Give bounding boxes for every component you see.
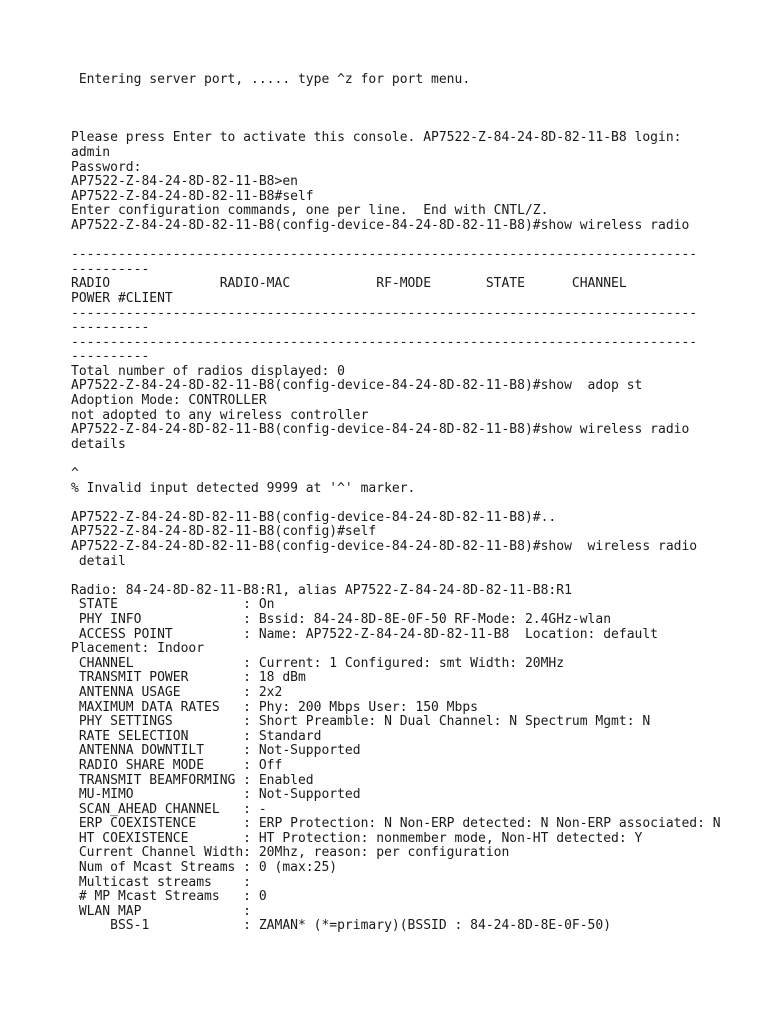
console-line: Password: <box>71 159 142 175</box>
console-line: AP7522-Z-84-24-8D-82-11-B8>en <box>71 174 298 190</box>
console-line: ---------- <box>71 261 150 277</box>
console-line: AP7522-Z-84-24-8D-82-11-B8#self <box>71 188 314 204</box>
console-line: Num of Mcast Streams : 0 (max:25) <box>71 860 338 876</box>
console-line: POWER #CLIENT <box>71 290 173 306</box>
console-line: TRANSMIT POWER : 18 dBm <box>71 670 306 686</box>
console-line: Total number of radios displayed: 0 <box>71 363 345 379</box>
console-line: AP7522-Z-84-24-8D-82-11-B8(config-device-84-24-8D-82-11-B8)#show wireless radio <box>71 539 698 554</box>
console-output <box>71 73 731 934</box>
console-line: MU-MIMO : Not-Supported <box>71 787 361 803</box>
console-line: STATE : On <box>71 597 275 613</box>
console-line: ---------- <box>71 320 150 336</box>
console-line: Current Channel Width: 20Mhz, reason: per configuration <box>71 845 510 861</box>
console-line: not adopted to any wireless controller <box>71 407 369 423</box>
console-line: -------------------------------------------------------------------------------- <box>71 247 698 263</box>
console-line: PHY SETTINGS : Short Preamble: N Dual Channel: N Spectrum Mgmt: N <box>71 714 651 730</box>
console-line: AP7522-Z-84-24-8D-82-11-B8(config-device-84-24-8D-82-11-B8)#.. <box>71 509 557 525</box>
console-line: AP7522-Z-84-24-8D-82-11-B8(config-device-84-24-8D-82-11-B8)#show wireless radio <box>71 217 690 233</box>
console-line: Placement: Indoor <box>71 641 205 657</box>
console-line: ---------- <box>71 349 150 365</box>
console-line: CHANNEL : Current: 1 Configured: smt Width: 20MHz <box>71 655 565 671</box>
console-line: RATE SELECTION : Standard <box>71 728 322 744</box>
console-line: MAXIMUM DATA RATES : Phy: 200 Mbps User: 150 Mbps <box>71 699 478 715</box>
console-line <box>71 88 731 103</box>
console-line: Enter configuration commands, one per line. End with CNTL/Z. <box>71 203 549 219</box>
console-line: ERP COEXISTENCE : ERP Protection: N Non-ERP detected: N Non-ERP associated: N <box>71 816 721 832</box>
console-line: RADIO SHARE MODE : Off <box>71 757 283 773</box>
console-line: HT COEXISTENCE : HT Protection: nonmember mode, Non-HT detected: Y <box>71 830 643 846</box>
console-line <box>71 569 731 584</box>
console-line: -------------------------------------------------------------------------------- <box>71 334 698 350</box>
console-line <box>71 117 731 132</box>
console-line: details <box>71 436 126 452</box>
console-line <box>71 452 731 467</box>
console-line: AP7522-Z-84-24-8D-82-11-B8(config-device-84-24-8D-82-11-B8)#show wireless radio <box>71 422 690 438</box>
console-line: % Invalid input detected 9999 at '^' marker. <box>71 480 416 496</box>
console-line: detail <box>71 553 126 569</box>
console-line: RADIO RADIO-MAC RF-MODE STATE CHANNEL <box>71 276 627 292</box>
console-line: BSS-1 : ZAMAN* (*=primary)(BSSID : 84-24-8D-8E-0F-50) <box>71 918 612 934</box>
console-line: ANTENNA DOWNTILT : Not-Supported <box>71 743 361 759</box>
console-line: ^ <box>71 466 79 482</box>
console-line: Please press Enter to activate this console. AP7522-Z-84-24-8D-82-11-B8 login: <box>71 130 682 146</box>
console-line: ANTENNA USAGE : 2x2 <box>71 684 283 700</box>
console-line: Multicast streams : <box>71 874 252 890</box>
console-line: Adoption Mode: CONTROLLER <box>71 393 267 409</box>
console-line: Radio: 84-24-8D-82-11-B8:R1, alias AP7522-Z-84-24-8D-82-11-B8:R1 <box>71 582 572 598</box>
console-line: AP7522-Z-84-24-8D-82-11-B8(config)#self <box>71 524 377 540</box>
console-line: WLAN MAP : <box>71 903 252 919</box>
console-line: admin <box>71 144 111 160</box>
console-line <box>71 496 731 511</box>
console-line <box>71 234 731 249</box>
console-line: TRANSMIT BEAMFORMING : Enabled <box>71 772 314 788</box>
console-line: Entering server port, ..... type ^z for port menu. <box>71 72 471 87</box>
console-line <box>71 102 731 117</box>
console-line: -------------------------------------------------------------------------------- <box>71 305 698 321</box>
console-line: AP7522-Z-84-24-8D-82-11-B8(config-device-84-24-8D-82-11-B8)#show adop st <box>71 378 643 394</box>
console-line: PHY INFO : Bssid: 84-24-8D-8E-0F-50 RF-Mode: 2.4GHz-wlan <box>71 611 612 627</box>
console-line: SCAN_AHEAD CHANNEL : - <box>71 801 267 817</box>
console-line: # MP Mcast Streams : 0 <box>71 889 267 905</box>
console-line: ACCESS POINT : Name: AP7522-Z-84-24-8D-82-11-B8 Location: default <box>71 626 658 642</box>
